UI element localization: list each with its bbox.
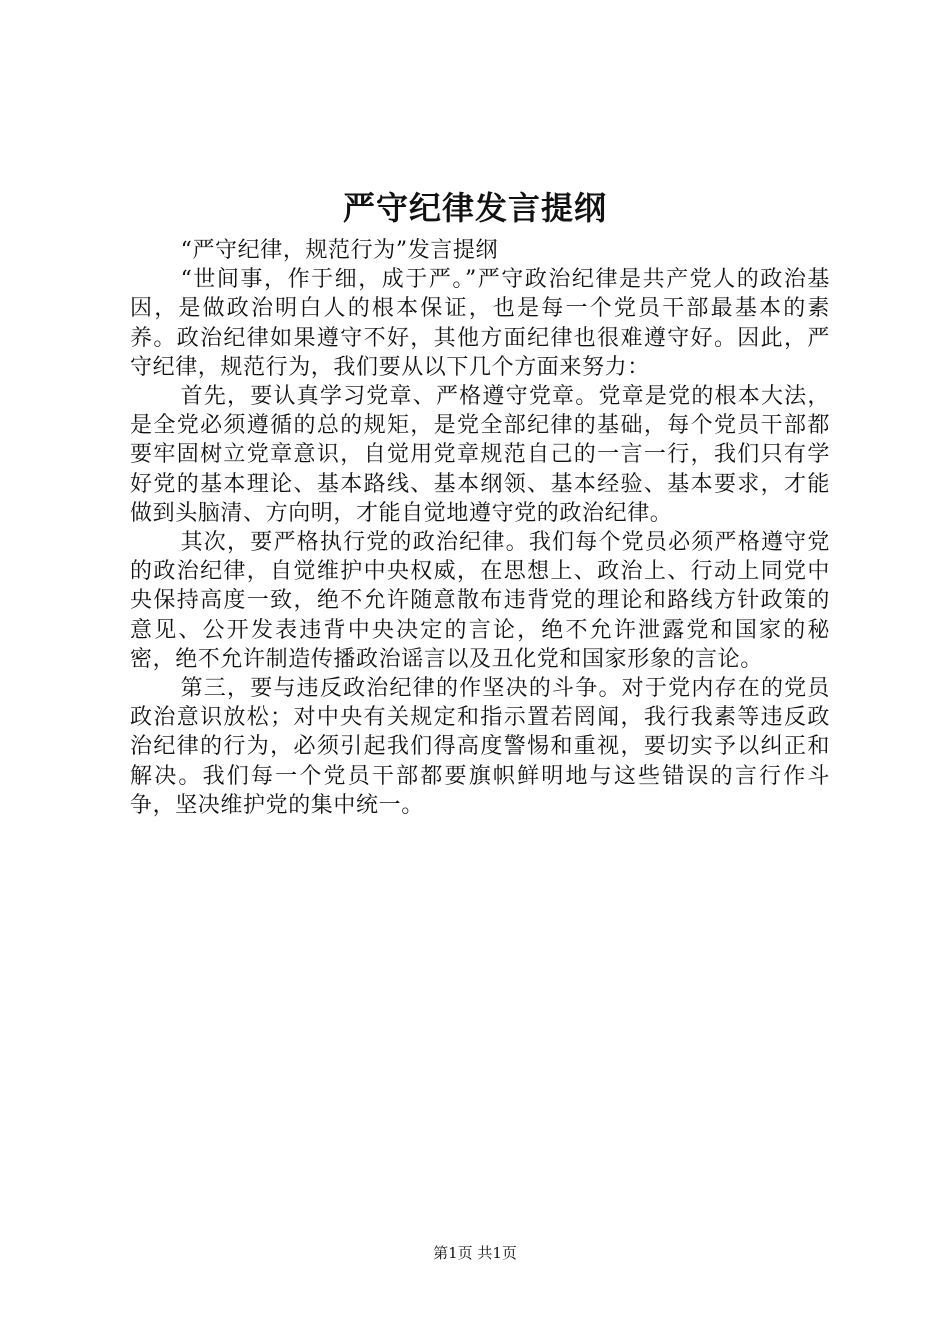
paragraph-first: 首先，要认真学习党章、严格遵守党章。党章是党的根本大法，是全党必须遵循的总的规矩，是党全部纪律的基础，每个党员干部都要牢固树立党章意识，自觉用党章规范自己的一言一行，我们只有学好党的基本理论、基本路线、基本纲领、基本经验、基本要求，才能做到头脑清、方向明，才能自觉地遵守党的政治纪律。 [130,384,830,526]
document-body [130,236,830,820]
paragraph-subtitle: “严守纪律，规范行为”发言提纲 [180,238,499,263]
paragraph-intro: “世间事，作于细，成于严。”严守政治纪律是共产党人的政治基因，是做政治明白人的根本保证，也是每一个党员干部最基本的素养。政治纪律如果遵守不好，其他方面纪律也很难遵守好。因此，严守纪律，规范行为，我们要从以下几个方面来努力： [130,267,830,380]
paragraph-third: 第三，要与违反政治纪律的作坚决的斗争。对于党内存在的党员政治意识放松；对中央有关规定和指示置若罔闻，我行我素等违反政治纪律的行为，必须引起我们得高度警惕和重视，要切实予以纠正和解决。我们每一个党员干部都要旗帜鲜明地与这些错误的言行作斗争，坚决维护党的集中统一。 [130,676,830,818]
page-number-footer: 第1页 共1页 [433,1244,517,1262]
paragraph-second: 其次，要严格执行党的政治纪律。我们每个党员必须严格遵守党的政治纪律，自觉维护中央权威，在思想上、政治上、行动上同党中央保持高度一致，绝不允许随意散布违背党的理论和路线方针政策的意见、公开发表违背中央决定的言论，绝不允许泄露党和国家的秘密，绝不允许制造传播政治谣言以及丑化党和国家形象的言论。 [130,530,830,672]
document-title: 严守纪律发言提纲 [342,189,607,227]
